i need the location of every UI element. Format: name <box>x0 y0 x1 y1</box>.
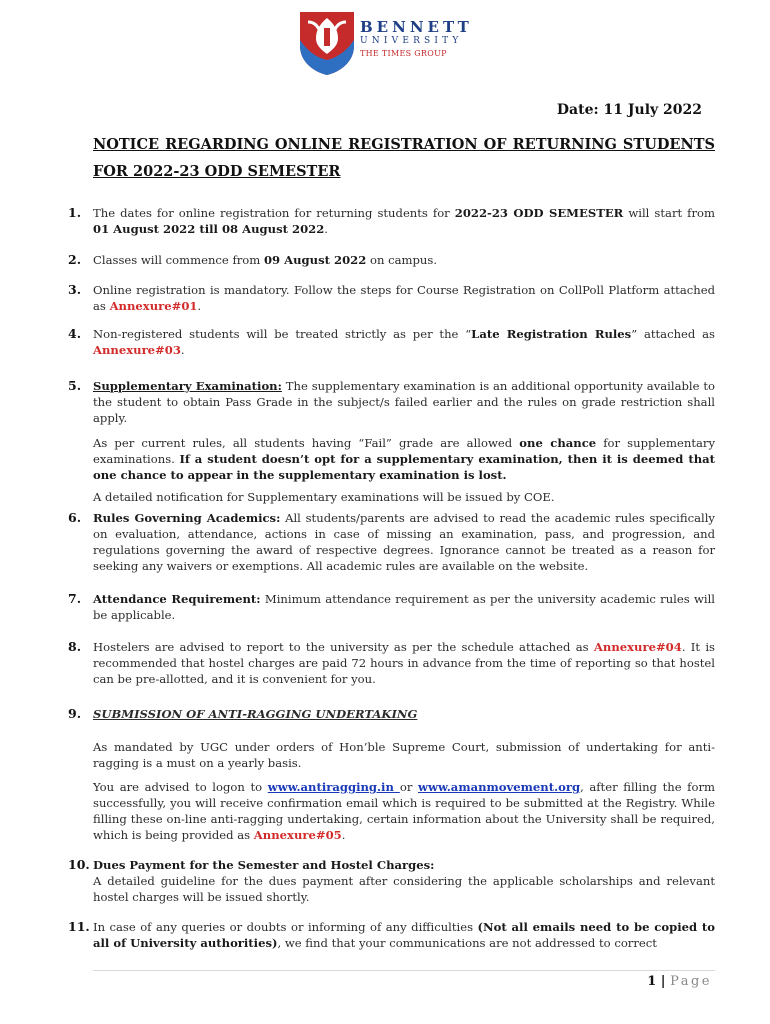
page-label: Page <box>670 974 712 989</box>
item-number: 1. <box>68 205 82 220</box>
university-name: BENNETT <box>360 18 473 36</box>
item-text: Attendance Requirement: Minimum attendance requirement as per the university academic rules will be applicable. <box>93 592 715 622</box>
item-number: 8. <box>68 639 82 654</box>
page-number: 1 <box>647 974 657 989</box>
amanmovement-link[interactable]: www.amanmovement.org <box>418 780 581 794</box>
item-text: Online registration is mandatory. Follow the steps for Course Registration on CollPoll Platform attached as Annexure#01. <box>93 283 715 313</box>
item-text: Supplementary Examination: The supplementary examination is an additional opportunity available to the student to obtain Pass Grade in the subject/s failed earlier and the rules on grade restriction shall apply. As per current rules, all students having “Fail” grade are allowed one chance for supplementary examinations. If a student doesn’t opt for a supplementary examination, then it is deemed that one chance to appear in the supplementary examination is lost. A detailed notification for Supplementary examinations will be issued by COE. <box>93 379 715 504</box>
item-text: Dues Payment for the Semester and Hostel Charges: A detailed guideline for the dues payment after considering the applicable scholarships and relevant hostel charges will be issued shortly. <box>93 858 715 904</box>
footer-divider <box>93 970 715 971</box>
annexure-03-ref: Annexure#03 <box>93 343 181 357</box>
item-text: Non-registered students will be treated strictly as per the “Late Registration Rules” attached as Annexure#03. <box>93 327 716 357</box>
item-heading: Rules Governing Academics: <box>93 511 281 525</box>
item-number: 10. <box>68 857 90 872</box>
item-heading: SUBMISSION OF ANTI-RAGGING UNDERTAKING <box>93 707 418 721</box>
item-heading: Supplementary Examination: <box>93 379 282 393</box>
item-number: 2. <box>68 252 82 267</box>
item-number: 7. <box>68 591 82 606</box>
notice-date: Date: 11 July 2022 <box>556 102 702 118</box>
item-text: Rules Governing Academics: All students/parents are advised to read the academic rules specifically on evaluation, attendance, actions in case of missing an examination, pass, and progression, and regulations governing the award of respective degrees. Ignorance cannot be treated as a reason for seeking any waivers or exemptions. All academic rules are available on the website. <box>93 511 715 573</box>
annexure-01-ref: Annexure#01 <box>109 299 198 313</box>
university-crest-icon <box>298 10 356 76</box>
item-heading: Dues Payment for the Semester and Hostel Charges: <box>93 858 435 872</box>
item-number: 3. <box>68 282 82 297</box>
item-text: The dates for online registration for returning students for 2022-23 ODD SEMESTER will start from 01 August 2022 till 08 August 2022. <box>93 206 715 236</box>
item-text: Classes will commence from 09 August 2022 on campus. <box>93 253 438 267</box>
item-number: 11. <box>68 919 90 934</box>
item-text: In case of any queries or doubts or informing of any difficulties (Not all emails need to be copied to all of University authorities), we find that your communications are not addressed to correct <box>93 920 715 950</box>
page-footer <box>647 974 712 989</box>
antiragging-link[interactable]: www.antiragging.in <box>267 780 400 794</box>
item-number: 6. <box>68 510 82 525</box>
annexure-04-ref: Annexure#04 <box>593 640 682 654</box>
item-heading: Attendance Requirement: <box>93 592 261 606</box>
notice-title: NOTICE REGARDING ONLINE REGISTRATION OF RETURNING STUDENTS FOR 2022-23 ODD SEMESTER <box>93 136 715 180</box>
item-number: 5. <box>68 378 82 393</box>
page-separator: | <box>656 974 671 989</box>
item-text: Hostelers are advised to report to the university as per the schedule attached as Annexure#04. It is recommended that hostel charges are paid 72 hours in advance from the time of reporting so that hostel can be pre-allotted, and it is convenient for you. <box>93 640 716 686</box>
item-number: 4. <box>68 326 82 341</box>
university-subtitle: UNIVERSITY <box>360 36 463 46</box>
annexure-05-ref: Annexure#05 <box>253 828 342 842</box>
university-group: THE TIMES GROUP <box>360 49 447 58</box>
university-logo <box>298 10 473 76</box>
item-number: 9. <box>68 706 82 721</box>
item-text: SUBMISSION OF ANTI-RAGGING UNDERTAKING As mandated by UGC under orders of Hon’ble Supreme Court, submission of undertaking for anti-ragging is a must on a yearly basis. You are advised to logon to www.antiragging.in or www.amanmovement.org, after filling the form successfully, you will receive confirmation email which is required to be submitted at the Registry. While filling these on-line anti-ragging undertaking, certain information about the University shall be required, which is being provided as Annexure#05. <box>93 707 715 842</box>
